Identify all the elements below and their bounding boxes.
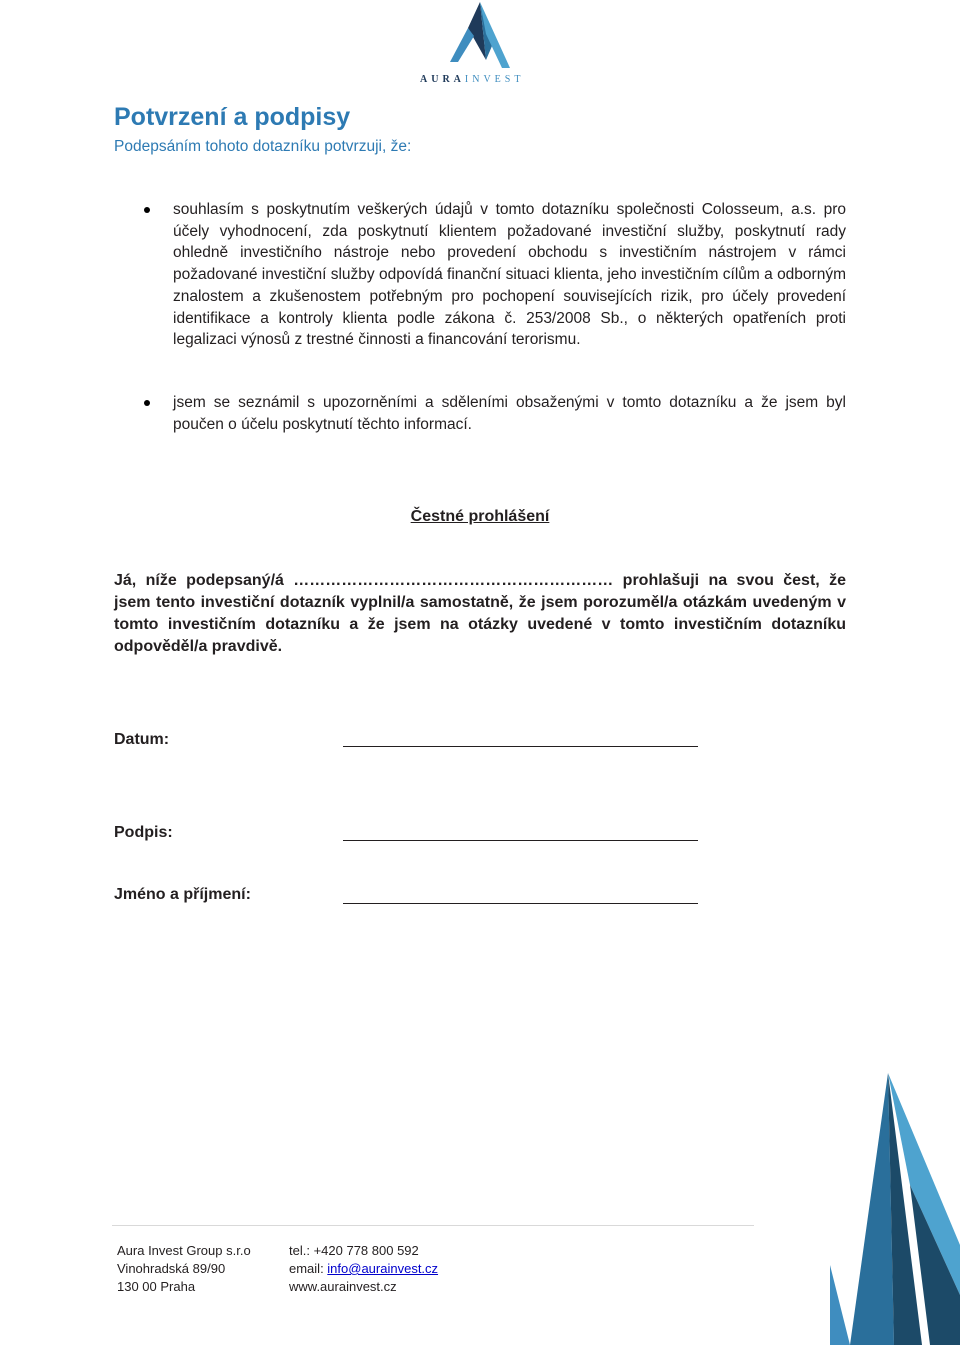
footer-street: Vinohradská 89/90: [117, 1261, 226, 1276]
confirmation-item-consent: souhlasím s poskytnutím veškerých údajů v tomto dotazníku společnosti Colosseum, a.s. pro účely vyhodnocení, zda poskytnutí klientem požadované investiční služby, poskytnutí rady ohledně investičního nástroje nebo provedení obchodu s investičním nástrojem v rámci požadované investiční služby odpovídá finanční situaci klienta, jeho investičním cílům a odborným znalostem a zkušenostem potřebným pro pochopení souvisejících rizik, pro účely provedení identifikace a kontroly klienta podle zákona č. 253/2008 Sb., o některých opatřeních proti legalizaci výnosů z trestné činnosti a financování terorismu.: [173, 199, 846, 351]
logo-wordmark-aura: AURA: [420, 74, 465, 85]
logo-wordmark: [420, 74, 542, 85]
signature-line[interactable]: [343, 840, 698, 841]
footer-email-row: [289, 1260, 438, 1278]
date-line[interactable]: [343, 746, 698, 747]
footer-company: Aura Invest Group s.r.o: [117, 1243, 251, 1258]
footer-web[interactable]: www.aurainvest.cz: [289, 1279, 397, 1294]
page-title: Potvrzení a podpisy: [114, 103, 351, 131]
logo-wordmark-invest: INVEST: [464, 74, 525, 85]
footer-email-link[interactable]: info@aurainvest.cz: [327, 1261, 439, 1276]
signature-label: Podpis:: [114, 824, 173, 841]
page-subtitle: Podepsáním tohoto dotazníku potvrzuji, že:: [114, 138, 412, 155]
corner-decoration-icon: [830, 1065, 960, 1345]
footer-divider: [112, 1225, 754, 1226]
footer-address: [117, 1242, 251, 1296]
name-label: Jméno a příjmení:: [114, 886, 251, 903]
company-logo: [420, 0, 542, 92]
footer-contact: [289, 1242, 438, 1296]
declaration-heading: Čestné prohlášení: [410, 508, 550, 525]
footer-email-prefix: email:: [289, 1261, 328, 1276]
footer-city: 130 00 Praha: [117, 1279, 196, 1294]
confirmation-item-acknowledgement: jsem se seznámil s upozorněními a sděleními obsaženými v tomto dotazníku a že jsem byl poučen o účelu poskytnutí těchto informací.: [173, 392, 846, 435]
triangle-logo-icon: [446, 0, 516, 72]
name-line[interactable]: [343, 903, 698, 904]
declaration-text: Já, níže podepsaný/á …………………………………………………… prohlašuji na svou čest, že jsem tento investiční dotazník vyplnil/a samostatně, že jsem porozuměl/a otázkám uvedeným v tomto investičním dotazníku a že jsem na otázky uvedené v tomto investičním dotazníku odpověděl/a pravdivě.: [114, 572, 846, 655]
footer-phone: tel.: +420 778 800 592: [289, 1243, 419, 1258]
date-label: Datum:: [114, 731, 170, 748]
